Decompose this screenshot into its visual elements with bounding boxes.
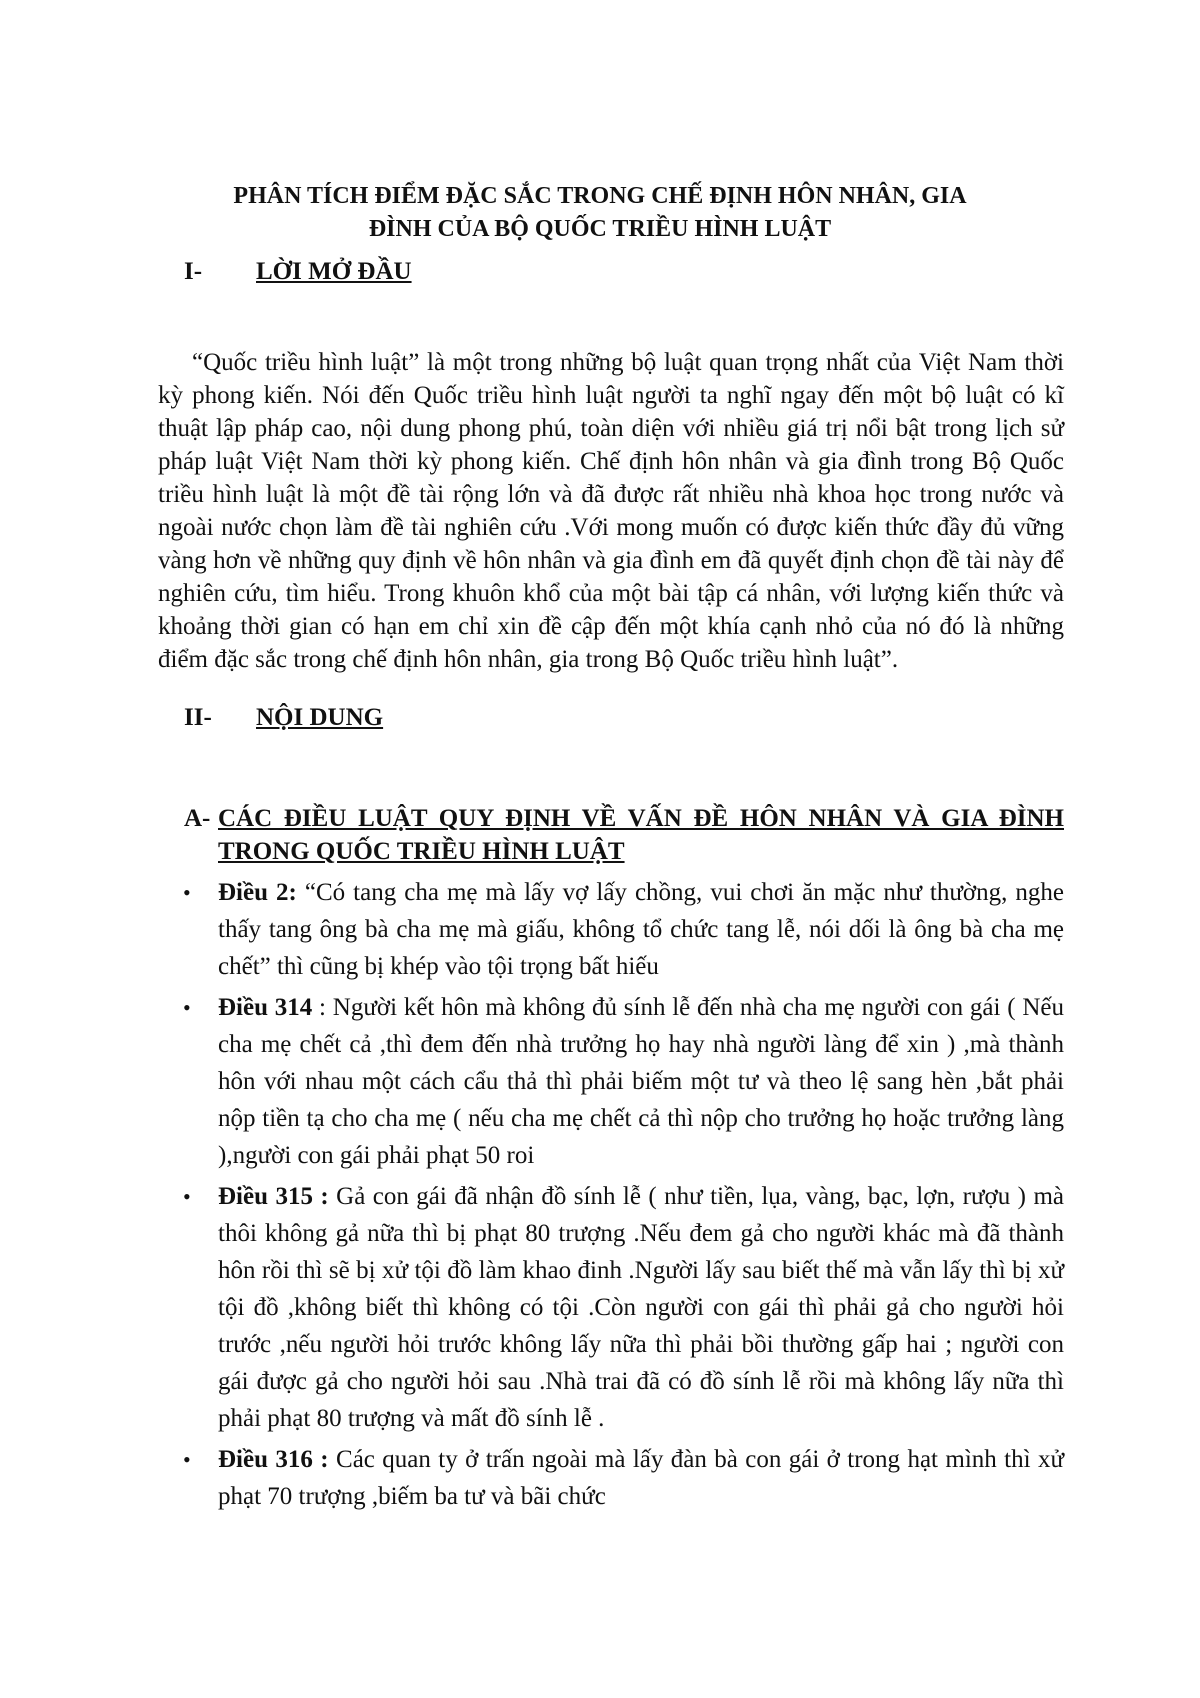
article-list bbox=[183, 874, 1065, 1519]
title-line-2: ĐÌNH CỦA BỘ QUỐC TRIỀU HÌNH LUẬT bbox=[368, 216, 832, 242]
subsection-title: CÁC ĐIỀU LUẬT QUY ĐỊNH VỀ VẤN ĐỀ HÔN NHÂN VÀ GIA ĐÌNH TRONG QUỐC TRIỀU HÌNH LUẬT bbox=[218, 805, 1064, 865]
bullet-icon: • bbox=[183, 880, 191, 905]
intro-paragraph: “Quốc triều hình luật” là một trong những bộ luật quan trọng nhất của Việt Nam thời kỳ phong kiến. Nói đến Quốc triều hình luật người ta nghĩ ngay đến một bộ luật có kĩ thuật lập pháp cao, nội dung phong phú, toàn diện với nhiều giá trị nổi bật trong lịch sử pháp luật Việt Nam thời kỳ phong kiến. Chế định hôn nhân và gia đình trong Bộ Quốc triều hình luật là một đề tài rộng lớn và đã được rất nhiều nhà khoa học trong nước và ngoài nước chọn làm đề tài nghiên cứu .Với mong muốn có được kiến thức đầy đủ vững vàng hơn về những quy định về hôn nhân và gia đình em đã quyết định chọn đề tài này để nghiên cứu, tìm hiểu. Trong khuôn khổ của một bài tập cá nhân, với lượng kiến thức và khoảng thời gian có hạn em chỉ xin đề cập đến một khía cạnh nhỏ của nó đó là những điểm đặc sắc trong chế định hôn nhân, gia trong Bộ Quốc triều hình luật”. bbox=[158, 349, 1064, 673]
document-title bbox=[150, 180, 1050, 246]
section-heading-intro bbox=[184, 258, 412, 286]
bullet-icon: • bbox=[183, 1184, 191, 1209]
article-label: Điều 315 : bbox=[218, 1183, 329, 1210]
subsection-letter: A- bbox=[184, 805, 211, 832]
section-number: II- bbox=[184, 704, 212, 731]
section-title: NỘI DUNG bbox=[256, 704, 384, 731]
article-label: Điều 314 bbox=[218, 994, 313, 1021]
list-item bbox=[183, 1441, 1065, 1515]
article-text: Các quan ty ở trấn ngoài mà lấy đàn bà con gái ở trong hạt mình thì xử phạt 70 trượng ,biếm ba tư và bãi chức bbox=[218, 1446, 1065, 1510]
section-number: I- bbox=[184, 258, 203, 285]
subsection-heading bbox=[184, 802, 1064, 868]
list-item bbox=[183, 1178, 1064, 1437]
article-text: Gả con gái đã nhận đồ sính lễ ( như tiền, lụa, vàng, bạc, lợn, rượu ) mà thôi không gả nữa thì bị phạt 80 trượng .Nếu đem gả cho người khác mà đã thành hôn rồi thì sẽ bị xử tội đồ làm khao đinh .Người lấy sau biết thế mà vẫn lấy thì bị xử tội đồ ,không biết thì không có tội .Còn người con gái thì phải gả cho người hỏi trước ,nếu người hỏi trước không lấy nữa thì phải bồi thường gấp hai ; người con gái được gả cho người hỏi sau .Nhà trai đã có đồ sính lễ rồi mà không lấy nữa thì phải phạt 80 trượng và mất đồ sính lễ . bbox=[218, 1183, 1064, 1432]
bullet-icon: • bbox=[183, 995, 191, 1020]
article-label: Điều 2: bbox=[218, 879, 297, 906]
list-item bbox=[183, 989, 1064, 1174]
list-item bbox=[183, 874, 1065, 985]
article-label: Điều 316 : bbox=[218, 1446, 329, 1473]
section-title: LỜI MỞ ĐẦU bbox=[256, 258, 412, 285]
bullet-icon: • bbox=[183, 1447, 191, 1472]
section-heading-content bbox=[184, 704, 383, 732]
article-text: “Có tang cha mẹ mà lấy vợ lấy chồng, vui chơi ăn mặc như thường, nghe thấy tang ông bà cha mẹ mà giấu, không tổ chức tang lễ, nói dối là ông bà cha mẹ chết” thì cũng bị khép vào tội trọng bất hiếu bbox=[218, 879, 1065, 980]
article-text: : Người kết hôn mà không đủ sính lễ đến nhà cha mẹ người con gái ( Nếu cha mẹ chết cả ,thì đem đến nhà trưởng họ hay nhà người làng để xin ) ,mà thành hôn với nhau một cách cẩu thả thì phải biếm một tư và theo lệ sang hèn ,bắt phải nộp tiền tạ cho cha mẹ ( nếu cha mẹ chết cả thì nộp cho trưởng họ hoặc trưởng làng ),người con gái phải phạt 50 roi bbox=[218, 994, 1064, 1169]
title-line-1: PHÂN TÍCH ĐIỂM ĐẶC SẮC TRONG CHẾ ĐỊNH HÔN NHÂN, GIA bbox=[233, 183, 967, 209]
